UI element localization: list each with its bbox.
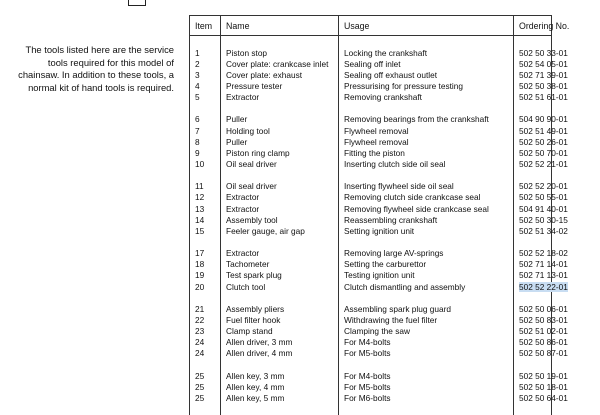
cell-item xyxy=(190,81,221,92)
spacer-cell xyxy=(339,359,514,370)
cell-usage xyxy=(339,181,514,192)
cell-ordering xyxy=(514,370,552,381)
cell-item xyxy=(190,281,221,292)
cell-usage xyxy=(339,192,514,203)
cell-name-text: Tachometer xyxy=(226,259,269,269)
cell-item xyxy=(190,370,221,381)
spacer-cell xyxy=(514,404,552,415)
cell-item-text: 13 xyxy=(195,204,204,214)
header-ordering-no: Ordering No. xyxy=(514,16,552,36)
cell-item-text: 12 xyxy=(195,192,204,202)
cell-item xyxy=(190,259,221,270)
cell-item xyxy=(190,58,221,69)
table-row xyxy=(190,270,552,281)
cell-name-text: Allen key, 3 mm xyxy=(226,371,284,381)
table-row xyxy=(190,225,552,236)
cell-name-text: Assembly pliers xyxy=(226,304,284,314)
cell-ordering xyxy=(514,348,552,359)
cell-ordering-text: 504 91 40-01 xyxy=(519,204,568,214)
spacer-cell xyxy=(221,359,339,370)
cell-item xyxy=(190,203,221,214)
table-row xyxy=(190,192,552,203)
cell-ordering xyxy=(514,81,552,92)
table-row xyxy=(190,181,552,192)
cell-name xyxy=(221,81,339,92)
table-row xyxy=(190,114,552,125)
cell-ordering xyxy=(514,192,552,203)
cell-usage-text: For M6-bolts xyxy=(344,393,391,403)
cell-name xyxy=(221,337,339,348)
cell-name xyxy=(221,136,339,147)
cell-usage xyxy=(339,337,514,348)
cell-name-text: Extractor xyxy=(226,92,259,102)
cell-usage-text: Setting the carburettor xyxy=(344,259,426,269)
cell-usage xyxy=(339,370,514,381)
cell-ordering-text: 502 52 21-01 xyxy=(519,159,568,169)
cell-name-text: Assembly tool xyxy=(226,215,278,225)
group-spacer-row xyxy=(190,36,552,48)
cell-ordering-text: 502 51 34-02 xyxy=(519,226,568,236)
cell-name xyxy=(221,159,339,170)
spacer-cell xyxy=(190,404,221,415)
cell-item-text: 3 xyxy=(195,70,200,80)
spacer-cell xyxy=(221,103,339,114)
cell-usage xyxy=(339,381,514,392)
cell-item xyxy=(190,303,221,314)
cell-ordering xyxy=(514,326,552,337)
cell-item xyxy=(190,248,221,259)
cell-name xyxy=(221,147,339,158)
cell-name-text: Test spark plug xyxy=(226,270,282,280)
table-row xyxy=(190,259,552,270)
cell-usage-text: Inserting clutch side oil seal xyxy=(344,159,445,169)
table-row xyxy=(190,393,552,404)
cell-ordering-text: 502 50 26-01 xyxy=(519,137,568,147)
spacer-cell xyxy=(221,237,339,248)
spacer-cell xyxy=(190,170,221,181)
cell-name-text: Piston ring clamp xyxy=(226,148,290,158)
table-row xyxy=(190,203,552,214)
table-row xyxy=(190,58,552,69)
cell-name xyxy=(221,69,339,80)
spacer-cell xyxy=(514,36,552,48)
cell-name xyxy=(221,92,339,103)
intro-paragraph: The tools listed here are the service tools required for this model of chainsaw. In addition to these tools, a normal kit of hand tools is required. xyxy=(18,44,174,94)
cell-item-text: 25 xyxy=(195,393,204,403)
cell-usage xyxy=(339,114,514,125)
table-row xyxy=(190,147,552,158)
cell-ordering xyxy=(514,225,552,236)
cell-name-text: Cover plate: exhaust xyxy=(226,70,302,80)
cell-usage-text: Assembling spark plug guard xyxy=(344,304,451,314)
spacer-cell xyxy=(339,292,514,303)
cell-item xyxy=(190,326,221,337)
cell-item xyxy=(190,159,221,170)
cell-usage-text: Testing ignition unit xyxy=(344,270,415,280)
cell-usage-text: For M4-bolts xyxy=(344,337,391,347)
spacer-cell xyxy=(221,36,339,48)
cell-item xyxy=(190,192,221,203)
cell-item xyxy=(190,214,221,225)
cell-usage-text: Setting ignition unit xyxy=(344,226,414,236)
cell-usage-text: Removing clutch side crankcase seal xyxy=(344,192,481,202)
table-body xyxy=(190,36,552,415)
cell-name-text: Puller xyxy=(226,114,247,124)
cell-ordering-text: 502 50 06-01 xyxy=(519,304,568,314)
table-row xyxy=(190,326,552,337)
cell-item xyxy=(190,47,221,58)
table-row xyxy=(190,136,552,147)
header-name: Name xyxy=(221,16,339,36)
cell-ordering-text: 502 50 33-01 xyxy=(519,48,568,58)
table-row xyxy=(190,69,552,80)
cell-ordering-text: 502 54 05-01 xyxy=(519,59,568,69)
cell-usage xyxy=(339,159,514,170)
spacer-cell xyxy=(339,103,514,114)
cell-item-text: 2 xyxy=(195,59,200,69)
cell-name xyxy=(221,225,339,236)
group-spacer-row xyxy=(190,237,552,248)
cell-item-text: 19 xyxy=(195,270,204,280)
cell-usage xyxy=(339,47,514,58)
cell-ordering xyxy=(514,114,552,125)
cell-name xyxy=(221,315,339,326)
cell-item xyxy=(190,225,221,236)
cell-usage-text: Locking the crankshaft xyxy=(344,48,427,58)
cell-usage-text: Withdrawing the fuel filter xyxy=(344,315,437,325)
cell-usage xyxy=(339,259,514,270)
table-row xyxy=(190,214,552,225)
table-row xyxy=(190,125,552,136)
spacer-cell xyxy=(514,103,552,114)
cell-ordering xyxy=(514,147,552,158)
cell-usage-text: Pressurising for pressure testing xyxy=(344,81,463,91)
cell-item xyxy=(190,393,221,404)
cell-item-text: 14 xyxy=(195,215,204,225)
cell-item-text: 1 xyxy=(195,48,200,58)
group-spacer-row xyxy=(190,292,552,303)
table-row xyxy=(190,381,552,392)
cell-name xyxy=(221,281,339,292)
cell-name xyxy=(221,181,339,192)
cell-item-text: 25 xyxy=(195,382,204,392)
spacer-cell xyxy=(514,292,552,303)
cell-usage-text: Flywheel removal xyxy=(344,126,409,136)
cell-usage-text: Sealing off inlet xyxy=(344,59,401,69)
cell-usage xyxy=(339,326,514,337)
cell-name-text: Clamp stand xyxy=(226,326,273,336)
cell-ordering xyxy=(514,203,552,214)
cell-name-text: Pressure tester xyxy=(226,81,282,91)
cell-name xyxy=(221,203,339,214)
cell-usage xyxy=(339,58,514,69)
cell-ordering-text: 502 71 39-01 xyxy=(519,70,568,80)
spacer-cell xyxy=(190,292,221,303)
table-row xyxy=(190,315,552,326)
spacer-cell xyxy=(221,170,339,181)
header-item: Item xyxy=(190,16,221,36)
spacer-cell xyxy=(514,237,552,248)
spacer-cell xyxy=(190,359,221,370)
cell-ordering xyxy=(514,125,552,136)
cell-usage-text: For M5-bolts xyxy=(344,348,391,358)
cell-item xyxy=(190,181,221,192)
table-row xyxy=(190,92,552,103)
table-row xyxy=(190,281,552,292)
cell-name xyxy=(221,114,339,125)
cell-name-text: Fuel filter hook xyxy=(226,315,280,325)
cell-name-text: Piston stop xyxy=(226,48,267,58)
cell-name-text: Extractor xyxy=(226,248,259,258)
table-header-row xyxy=(190,16,552,36)
cell-ordering-text: 502 51 02-01 xyxy=(519,326,568,336)
cell-ordering-text: 502 50 38-01 xyxy=(519,81,568,91)
cell-item-text: 25 xyxy=(195,371,204,381)
cell-ordering-text: 502 50 18-01 xyxy=(519,382,568,392)
spacer-cell xyxy=(514,359,552,370)
cell-item-text: 6 xyxy=(195,114,200,124)
cell-ordering-text: 502 52 22-01 xyxy=(519,282,568,292)
cell-item-text: 17 xyxy=(195,248,204,258)
cell-ordering xyxy=(514,259,552,270)
cell-name-text: Cover plate: crankcase inlet xyxy=(226,59,328,69)
cell-item-text: 23 xyxy=(195,326,204,336)
cell-ordering xyxy=(514,47,552,58)
cell-ordering xyxy=(514,136,552,147)
table-row xyxy=(190,348,552,359)
group-spacer-row xyxy=(190,103,552,114)
cell-name-text: Feeler gauge, air gap xyxy=(226,226,305,236)
cell-item-text: 20 xyxy=(195,282,204,292)
cell-ordering xyxy=(514,315,552,326)
spacer-cell xyxy=(339,404,514,415)
cell-ordering-text: 502 50 64-01 xyxy=(519,393,568,403)
cell-ordering-text: 502 50 87-01 xyxy=(519,348,568,358)
spacer-cell xyxy=(339,237,514,248)
cell-item xyxy=(190,114,221,125)
cell-ordering-text: 502 71 13-01 xyxy=(519,270,568,280)
cell-usage xyxy=(339,69,514,80)
cell-item-text: 7 xyxy=(195,126,200,136)
cell-item-text: 8 xyxy=(195,137,200,147)
cell-ordering-text: 502 50 86-01 xyxy=(519,337,568,347)
cell-ordering-text: 504 90 90-01 xyxy=(519,114,568,124)
cell-name xyxy=(221,58,339,69)
cell-item-text: 11 xyxy=(195,181,204,191)
cell-ordering-text: 502 50 30-15 xyxy=(519,215,568,225)
cell-item xyxy=(190,337,221,348)
cell-name-text: Oil seal driver xyxy=(226,159,277,169)
cell-item xyxy=(190,348,221,359)
cell-ordering xyxy=(514,181,552,192)
cell-usage xyxy=(339,348,514,359)
table-tail-row xyxy=(190,404,552,415)
cell-ordering-text: 502 51 61-01 xyxy=(519,92,568,102)
cell-item-text: 24 xyxy=(195,337,204,347)
cell-item xyxy=(190,125,221,136)
cell-usage-text: Removing large AV-springs xyxy=(344,248,443,258)
cell-usage-text: Reassembling crankshaft xyxy=(344,215,437,225)
cell-usage-text: Clamping the saw xyxy=(344,326,410,336)
cell-item-text: 10 xyxy=(195,159,204,169)
cell-name-text: Allen key, 4 mm xyxy=(226,382,284,392)
cell-item xyxy=(190,92,221,103)
cell-name-text: Oil seal driver xyxy=(226,181,277,191)
cell-item-text: 21 xyxy=(195,304,204,314)
cell-name xyxy=(221,303,339,314)
cell-name-text: Allen key, 5 mm xyxy=(226,393,284,403)
cell-name-text: Holding tool xyxy=(226,126,270,136)
cell-ordering-text: 502 50 70-01 xyxy=(519,148,568,158)
cell-name xyxy=(221,248,339,259)
cell-item xyxy=(190,315,221,326)
cell-name xyxy=(221,270,339,281)
spacer-cell xyxy=(339,36,514,48)
cell-name-text: Clutch tool xyxy=(226,282,265,292)
cell-name-text: Extractor xyxy=(226,192,259,202)
cell-name-text: Allen driver, 3 mm xyxy=(226,337,292,347)
cell-usage-text: Removing crankshaft xyxy=(344,92,422,102)
spacer-cell xyxy=(221,404,339,415)
cell-ordering xyxy=(514,214,552,225)
cell-usage xyxy=(339,92,514,103)
cell-ordering xyxy=(514,381,552,392)
cell-usage xyxy=(339,203,514,214)
cell-item-text: 15 xyxy=(195,226,204,236)
cell-item-text: 9 xyxy=(195,148,200,158)
cell-usage xyxy=(339,225,514,236)
table-row xyxy=(190,81,552,92)
cell-name xyxy=(221,393,339,404)
cell-usage xyxy=(339,125,514,136)
cell-name-text: Extractor xyxy=(226,204,259,214)
cell-item xyxy=(190,381,221,392)
cell-item-text: 24 xyxy=(195,348,204,358)
cell-ordering xyxy=(514,159,552,170)
cell-usage-text: For M4-bolts xyxy=(344,371,391,381)
cell-item xyxy=(190,270,221,281)
spacer-cell xyxy=(190,237,221,248)
cell-usage xyxy=(339,281,514,292)
cell-name xyxy=(221,47,339,58)
table-row xyxy=(190,159,552,170)
cell-usage xyxy=(339,315,514,326)
cell-ordering-text: 502 52 20-01 xyxy=(519,181,568,191)
cell-usage-text: Flywheel removal xyxy=(344,137,409,147)
cell-usage xyxy=(339,303,514,314)
cell-ordering xyxy=(514,92,552,103)
cell-item xyxy=(190,147,221,158)
spacer-cell xyxy=(339,170,514,181)
table-row xyxy=(190,47,552,58)
cell-item-text: 5 xyxy=(195,92,200,102)
cell-item-text: 4 xyxy=(195,81,200,91)
cell-usage-text: Clutch dismantling and assembly xyxy=(344,282,465,292)
cell-name xyxy=(221,214,339,225)
cell-usage-text: For M5-bolts xyxy=(344,382,391,392)
cell-ordering xyxy=(514,393,552,404)
cell-ordering-text: 502 50 55-01 xyxy=(519,192,568,202)
cell-name xyxy=(221,259,339,270)
table-row xyxy=(190,370,552,381)
cell-name xyxy=(221,381,339,392)
cell-ordering-text: 502 52 18-02 xyxy=(519,248,568,258)
cell-usage xyxy=(339,393,514,404)
cell-ordering-text: 502 71 14-01 xyxy=(519,259,568,269)
header-usage: Usage xyxy=(339,16,514,36)
cell-item-text: 18 xyxy=(195,259,204,269)
cell-usage xyxy=(339,270,514,281)
cell-usage xyxy=(339,136,514,147)
spacer-cell xyxy=(514,170,552,181)
cell-ordering xyxy=(514,281,552,292)
service-tools-table xyxy=(189,15,552,415)
cell-usage xyxy=(339,81,514,92)
cell-name xyxy=(221,192,339,203)
cell-ordering xyxy=(514,303,552,314)
spacer-cell xyxy=(190,103,221,114)
cell-usage-text: Removing flywheel side crankcase seal xyxy=(344,204,489,214)
cell-ordering xyxy=(514,337,552,348)
cell-ordering xyxy=(514,58,552,69)
cell-name xyxy=(221,348,339,359)
cell-ordering xyxy=(514,270,552,281)
cell-name xyxy=(221,125,339,136)
cell-ordering xyxy=(514,248,552,259)
spacer-cell xyxy=(221,292,339,303)
cell-item-text: 22 xyxy=(195,315,204,325)
cell-item xyxy=(190,69,221,80)
cell-ordering xyxy=(514,69,552,80)
cell-usage-text: Inserting flywheel side oil seal xyxy=(344,181,454,191)
table-row xyxy=(190,337,552,348)
table-row xyxy=(190,248,552,259)
cell-ordering-text: 502 50 19-01 xyxy=(519,371,568,381)
table-row xyxy=(190,303,552,314)
cell-name xyxy=(221,326,339,337)
cell-usage xyxy=(339,214,514,225)
cell-item xyxy=(190,136,221,147)
cell-name xyxy=(221,370,339,381)
cell-usage-text: Sealing off exhaust outlet xyxy=(344,70,437,80)
cell-usage xyxy=(339,147,514,158)
group-spacer-row xyxy=(190,359,552,370)
cell-usage-text: Fitting the piston xyxy=(344,148,405,158)
spacer-cell xyxy=(190,36,221,48)
group-spacer-row xyxy=(190,170,552,181)
cell-usage-text: Removing bearings from the crankshaft xyxy=(344,114,489,124)
cell-name-text: Puller xyxy=(226,137,247,147)
page-corner-mark xyxy=(128,0,146,6)
cell-ordering-text: 502 50 83-01 xyxy=(519,315,568,325)
cell-name-text: Allen driver, 4 mm xyxy=(226,348,292,358)
cell-usage xyxy=(339,248,514,259)
cell-ordering-text: 502 51 49-01 xyxy=(519,126,568,136)
